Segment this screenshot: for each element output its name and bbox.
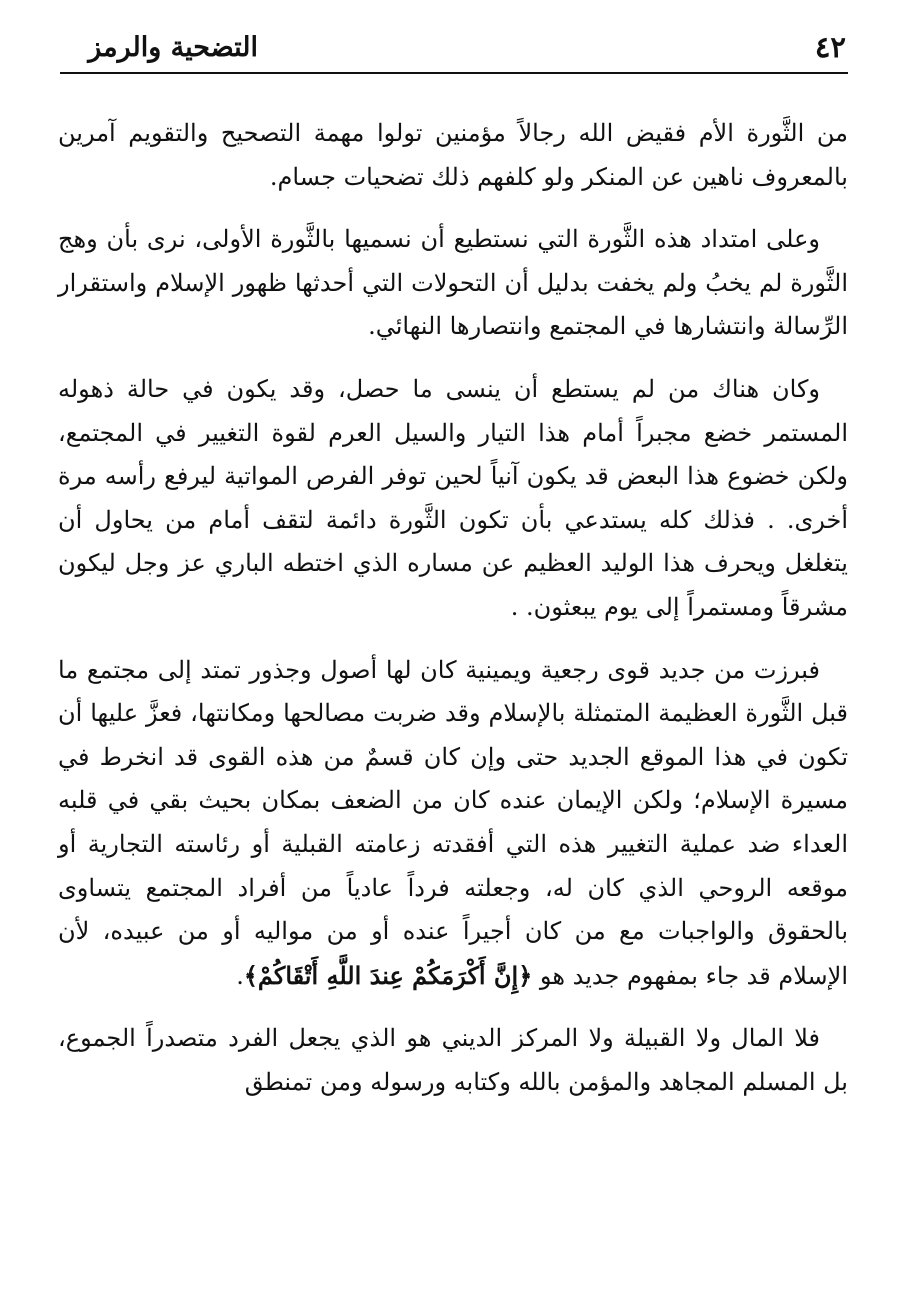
- paragraph-1: من الثَّورة الأم فقيض الله رجالاً مؤمنين تولوا مهمة التصحيح والتقويم آمرين بالمعروف ناهين عن المنكر ولو كلفهم ذلك تضحيات جسام.: [58, 119, 848, 191]
- quran-close-bracket: ﴾: [243, 960, 258, 990]
- paragraph-4-text: فبرزت من جديد قوى رجعية ويمينية كان لها أصول وجذور تمتد إلى مجتمع ما قبل الثَّورة العظيمة المتمثلة بالإسلام وقد ضربت مصالحها ومكانتها، فعزَّ عليها أن تكون في هذا الموقع الجديد حتى وإن كان قسمٌ من هذه القوى قد انخرط في مسيرة الإسلام؛ ولكن الإيمان عنده كان من الضعف بمكان بحيث بقي في قلبه العداء ضد عملية التغيير هذه التي أفقدته زعامته القبلية أو رئاسته التجارية أو موقعه الروحي الذي كان له، وجعلته فرداً عادياً من أفراد المجتمع يتساوى بالحقوق والواجبات مع من كان أجيراً عنده أو من مواليه أو من عبيده، لأن الإسلام قد جاء بمفهوم جديد هو: [58, 655, 849, 990]
- header-divider: [60, 72, 848, 74]
- page-header: [60, 26, 848, 72]
- running-title: التضحية والرمز: [88, 32, 258, 63]
- body-text: [58, 112, 848, 1123]
- page-number: ٤٢: [814, 30, 846, 64]
- quran-verse: إِنَّ أَكْرَمَكُمْ عِندَ اللَّهِ أَتْقَاكُمْ: [257, 960, 519, 990]
- paragraph-2: وعلى امتداد هذه الثَّورة التي نستطيع أن نسميها بالثَّورة الأولى، نرى بأن وهج الثَّورة لم يخبُ ولم يخفت بدليل أن التحولات التي أحدثها ظهور الإسلام واستقرار الرِّسالة وانتشارها في المجتمع وانتصارها النهائي.: [58, 225, 848, 341]
- paragraph-4: [58, 649, 848, 999]
- paragraph-5: فلا المال ولا القبيلة ولا المركز الديني هو الذي يجعل الفرد متصدراً الجموع، بل المسلم المجاهد والمؤمن بالله وكتابه ورسوله ومن تمنطق: [58, 1024, 848, 1096]
- quran-open-bracket: ﴿: [518, 960, 533, 990]
- paragraph-3: وكان هناك من لم يستطع أن ينسى ما حصل، وقد يكون في حالة ذهوله المستمر خضع مجبراً أمام هذا التيار والسيل العرم لقوة التغيير في المجتمع، ولكن خضوع هذا البعض قد يكون آنياً لحين توفر الفرص المواتية ليرفع رأسه مرة أخرى. . فذلك كله يستدعي بأن تكون الثَّورة دائمة لتقف أمام من يحاول أن يتغلغل ويحرف هذا الوليد العظيم عن مساره الذي اختطه الباري عز وجل ليكون مشرقاً ومستمراً إلى يوم يبعثون. .: [58, 374, 848, 621]
- paragraph-4-ending: .: [236, 961, 244, 990]
